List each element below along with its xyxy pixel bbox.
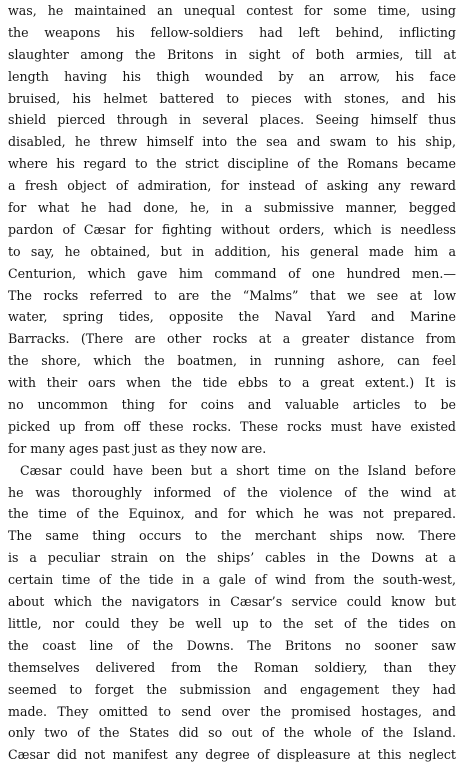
paragraph-end-line: for many ages past just as they now are. <box>8 440 267 456</box>
text-line: was, he maintained an unequal contest for some time, using <box>8 3 456 18</box>
text-line: Centurion, which gave him command of one hundred men.— <box>8 265 456 281</box>
text-line: only two of the States did so out of the whole of the Island. <box>8 725 456 741</box>
text-line: shield pierced through in several places. Seeing himself thus <box>8 112 456 128</box>
text-line: the weapons his fellow-soldiers had left behind, inflicting <box>8 24 456 40</box>
text-line: for what he had done, he, in a submissive manner, begged <box>8 200 456 216</box>
text-line: water, spring tides, opposite the Naval Yard and Marine <box>8 309 456 325</box>
text-line: length having his thigh wounded by an arrow, his face <box>8 68 456 84</box>
text-line: picked up from off these rocks. These rocks must have existed <box>8 418 456 434</box>
text-line: The rocks referred to are the “Malms” that we see at low <box>8 287 456 303</box>
text-line: Barracks. (There are other rocks at a greater distance from <box>8 331 456 347</box>
text-line: about which the navigators in Cæsar’s service could know but <box>8 594 456 610</box>
text-line: The same thing occurs to the merchant ships now. There <box>8 528 456 544</box>
text-line: the time of the Equinox, and for which he was not prepared. <box>8 506 456 522</box>
text-line: no uncommon thing for coins and valuable articles to be <box>8 397 456 413</box>
text-line: seemed to forget the submission and engagement they had <box>8 681 456 697</box>
text-line: Cæsar did not manifest any degree of displeasure at this neglect <box>8 747 456 763</box>
text-line: slaughter among the Britons in sight of both armies, till at <box>8 46 456 62</box>
text-line: with their oars when the tide ebbs to a great extent.) It is <box>8 375 456 391</box>
text-line: he was thoroughly informed of the violence of the wind at <box>8 484 456 500</box>
text-line: where his regard to the strict discipline of the Romans became <box>8 156 456 172</box>
text-line: little, nor could they be well up to the set of the tides on <box>8 615 456 631</box>
text-line: disabled, he threw himself into the sea and swam to his ship, <box>8 134 456 150</box>
text-line: certain time of the tide in a gale of wind from the south-west, <box>8 572 456 588</box>
text-line: made. They omitted to send over the promised hostages, and <box>8 703 456 719</box>
text-line: the shore, which the boatmen, in running ashore, can feel <box>8 353 456 369</box>
text-line: the coast line of the Downs. The Britons no sooner saw <box>8 637 456 653</box>
body-text <box>8 0 456 766</box>
text-line: pardon of Cæsar for fighting without orders, which is needless <box>8 221 456 237</box>
text-line: to say, he obtained, but in addition, his general made him a <box>8 243 456 259</box>
text-line: is a peculiar strain on the ships’ cables in the Downs at a <box>8 550 456 566</box>
paragraph-first-line: Cæsar could have been but a short time on the Island before <box>20 462 456 478</box>
text-line: themselves delivered from the Roman soldiery, than they <box>8 659 456 675</box>
text-line: bruised, his helmet battered to pieces with stones, and his <box>8 90 456 106</box>
text-line: a fresh object of admiration, for instead of asking any reward <box>8 178 456 194</box>
